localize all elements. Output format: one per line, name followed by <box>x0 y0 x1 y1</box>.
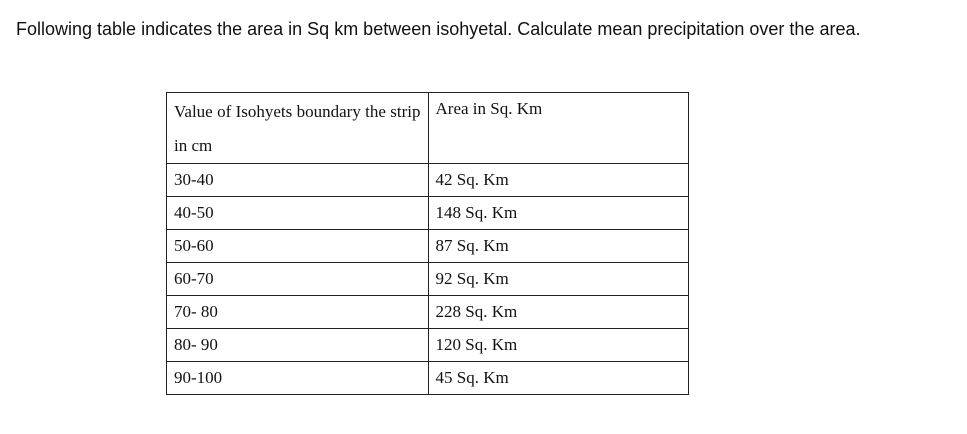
isohyet-range-cell: 80- 90 <box>167 329 429 362</box>
area-cell: 148 Sq. Km <box>428 197 688 230</box>
table-row <box>167 296 689 329</box>
area-cell: 87 Sq. Km <box>428 230 688 263</box>
area-cell: 120 Sq. Km <box>428 329 688 362</box>
isohyet-range-cell: 30-40 <box>167 164 429 197</box>
isohyet-area-table <box>166 92 689 395</box>
area-cell: 228 Sq. Km <box>428 296 688 329</box>
table-row <box>167 230 689 263</box>
isohyet-range-cell: 60-70 <box>167 263 429 296</box>
header-isohyet-value: Value of Isohyets boundary the strip in cm <box>167 93 429 164</box>
table-row <box>167 197 689 230</box>
isohyet-range-cell: 50-60 <box>167 230 429 263</box>
area-cell: 92 Sq. Km <box>428 263 688 296</box>
question-text: Following table indicates the area in Sq km between isohyetal. Calculate mean precipitation over the area. <box>16 19 861 39</box>
table-header-row <box>167 93 689 164</box>
isohyet-range-cell: 40-50 <box>167 197 429 230</box>
area-cell: 42 Sq. Km <box>428 164 688 197</box>
isohyet-range-cell: 70- 80 <box>167 296 429 329</box>
table-row <box>167 164 689 197</box>
area-cell: 45 Sq. Km <box>428 362 688 395</box>
header-area: Area in Sq. Km <box>428 93 688 164</box>
isohyet-range-cell: 90-100 <box>167 362 429 395</box>
table-row <box>167 329 689 362</box>
table-row <box>167 362 689 395</box>
table-row <box>167 263 689 296</box>
